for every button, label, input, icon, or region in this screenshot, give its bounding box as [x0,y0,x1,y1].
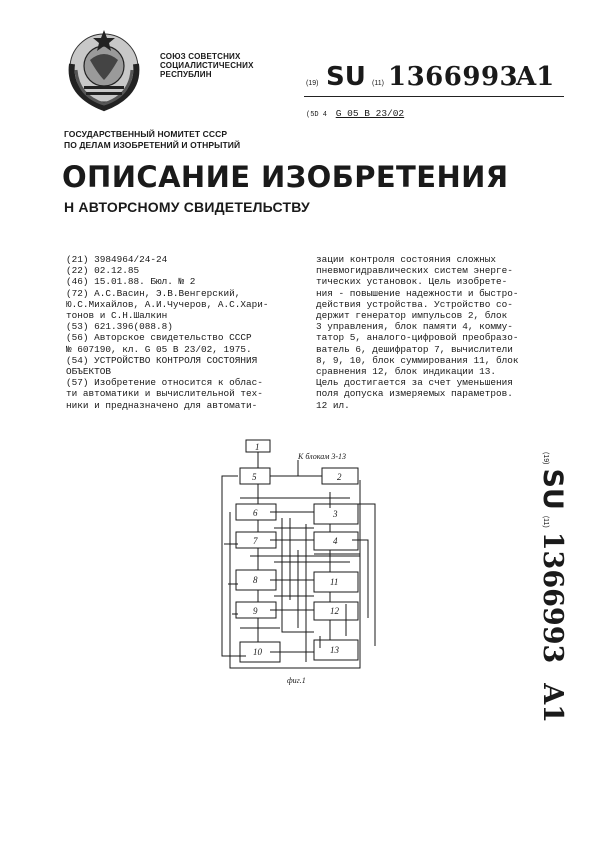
text-line: (56) Авторское свидетельство СССР [66,332,252,344]
block-label: 1 [255,442,260,452]
bibliographic-column [66,254,298,411]
text-line: 3 управления, блок памяти 4, комму- [316,321,513,333]
union-line: РЕСПУБЛИН [160,70,212,79]
text-line: держит генератор импульсов 2, блок [316,310,508,322]
text-line: (21) 3984964/24-24 [66,254,168,265]
ussr-emblem [58,24,150,116]
block-label: 9 [253,606,258,616]
block-label: 2 [337,472,342,482]
text-line: ти автоматики и вычислительной тех- [66,388,263,400]
text-line: ватель 6, дешифратор 7, вычислители [316,343,513,355]
text-line: 8, 9, 10, блок суммирования 11, блок [316,354,519,366]
figure-label: фиг.1 [287,676,306,685]
block-label: 10 [253,647,262,657]
side-kind: A1 [537,683,568,724]
classification [306,108,404,119]
block-label: 7 [253,536,258,546]
text-line: сравнения 12, блок индикации 13. [316,366,497,378]
text-line: ники и предназначено для автомати- [66,399,258,411]
text-line: (46) 15.01.88. Бюл. № 2 [66,276,196,288]
country-code: SU [326,62,366,92]
block-label: 13 [330,645,339,655]
text-line: тических установок. Цель изобрете- [316,276,508,288]
block-label: 12 [330,606,339,616]
document-subtitle: Н АВТОРСНОМУ СВИДЕТЕЛЬСТВУ [64,199,310,215]
text-line: № 607190, кл. G 05 B 23/02, 1975. [66,343,252,355]
block-label: 5 [252,472,257,482]
patent-number: 1366993 [388,62,519,92]
block-label: 8 [253,575,258,585]
text-line: 12 ил. [316,399,350,411]
kind-code: A1 [516,62,555,92]
side-identifier [528,452,568,724]
abstract-column [316,254,544,411]
text-line: действия устройства. Устройство со- [316,298,513,310]
inid-code-19: (19) [306,80,319,87]
text-line: ОБЪЕКТОВ [66,366,112,378]
publication-number [304,64,564,97]
diagram-note: К блокам 3-13 [298,452,347,461]
document-title: ОПИСАНИЕ ИЗОБРЕТЕНИЯ [62,160,509,194]
inid-code-11: (11) [372,80,384,87]
side-inid-19: (19) [542,452,549,465]
text-line: Цель достигается за счет уменьшения [316,377,513,389]
text-line: поля допуска измеряемых параметров. [316,388,513,400]
union-line: СОЦИАЛИСТИЧЕСНИХ [160,61,254,70]
text-line: зации контроля состояния сложных [316,254,497,265]
committee [64,129,240,150]
text-line: ния - повышение надежности и быстро- [316,287,519,299]
classification-label: (5D 4 [306,111,328,119]
text-line: (57) Изобретение относится к облас- [66,377,263,389]
text-line: (53) 621.396(088.8) [66,321,173,333]
text-line: (22) 02.12.85 [66,265,140,277]
side-inid-11: (11) [542,515,549,528]
block-label: 6 [253,508,258,518]
block-diagram [210,432,390,690]
committee-line: ПО ДЕЛАМ ИЗОБРЕТЕНИЙ И ОТНРЫТИЙ [64,139,241,150]
side-number: 1366993 [537,531,568,664]
text-line: (54) УСТРОЙСТВО КОНТРОЛЯ СОСТОЯНИЯ [66,354,258,366]
classification-code: G 05 B 23/02 [335,108,405,119]
block-label: 4 [333,536,338,546]
committee-line: ГОСУДАРСТВЕННЫЙ НОМИТЕТ СССР [64,129,228,139]
text-line: (72) А.С.Васин, Э.В.Венгерский, [66,287,241,299]
side-country: SU [537,468,568,510]
text-line: татор 5, аналого-цифровой преобразо- [316,332,519,344]
union-line: СОЮЗ СОВЕТСНИХ [160,52,241,61]
block-label: 11 [330,577,339,587]
text-line: тонов и С.Н.Шалкин [66,310,168,322]
text-line: пневмогидравлических систем энерге- [316,265,513,277]
union-name [160,52,280,79]
text-line: Ю.С.Михайлов, А.И.Чучеров, А.С.Хари- [66,298,269,310]
block-label: 3 [333,509,338,519]
